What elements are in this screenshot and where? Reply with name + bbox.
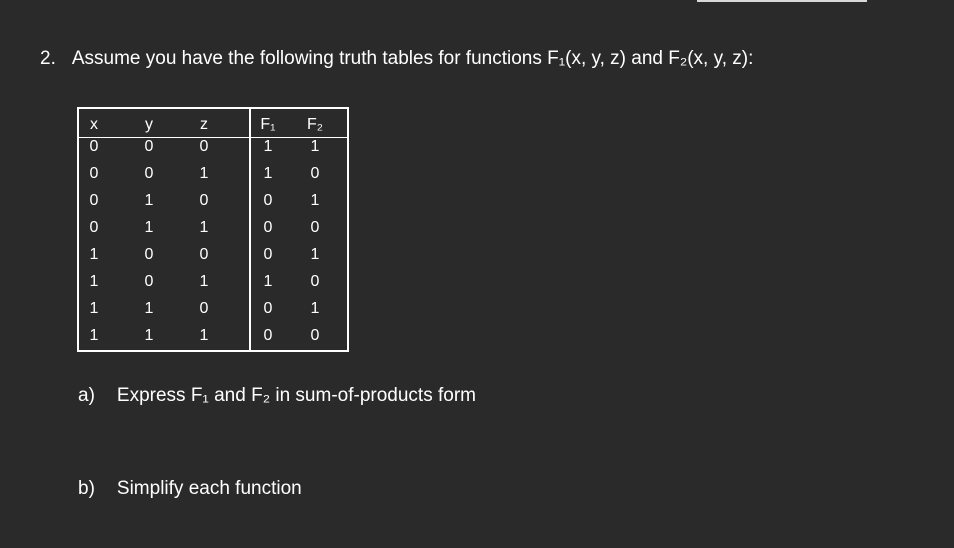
cell-row4-y: 0 xyxy=(144,246,154,263)
cell-row7-x: 1 xyxy=(89,327,99,344)
top-rule xyxy=(697,0,867,2)
cell-row4-x: 1 xyxy=(89,246,99,263)
header-f1: F₁ xyxy=(260,116,276,133)
cell-row2-y: 1 xyxy=(144,192,154,209)
cell-row6-x: 1 xyxy=(89,300,99,317)
question-number: 2. xyxy=(40,48,56,69)
part-b-text: Simplify each function xyxy=(116,478,302,499)
cell-row1-x: 0 xyxy=(89,165,99,182)
cell-row0-z: 0 xyxy=(199,138,209,155)
cell-row5-y: 0 xyxy=(144,273,154,290)
cell-row6-f1: 0 xyxy=(263,300,273,317)
cell-row5-x: 1 xyxy=(89,273,99,290)
cell-row0-x: 0 xyxy=(89,138,99,155)
cell-row0-f1: 1 xyxy=(263,138,273,155)
cell-row3-x: 0 xyxy=(89,219,99,236)
cell-row2-x: 0 xyxy=(89,192,99,209)
part-a xyxy=(78,385,476,407)
cell-row4-f2: 1 xyxy=(310,246,320,263)
cell-row6-f2: 1 xyxy=(310,300,320,317)
cell-row1-f2: 0 xyxy=(310,165,320,182)
question-text: Assume you have the following truth tables for functions F₁(x, y, z) and F₂(x, y, z): xyxy=(71,48,754,69)
part-b xyxy=(78,478,302,500)
cell-row2-f1: 0 xyxy=(263,192,273,209)
header-f2: F₂ xyxy=(307,116,323,133)
cell-row7-f1: 0 xyxy=(263,327,273,344)
cell-row4-z: 0 xyxy=(199,246,209,263)
cell-row7-y: 1 xyxy=(144,327,154,344)
cell-row3-y: 1 xyxy=(144,219,154,236)
cell-row2-z: 0 xyxy=(199,192,209,209)
question-heading xyxy=(40,48,753,70)
cell-row1-z: 1 xyxy=(199,165,209,182)
cell-row0-y: 0 xyxy=(144,138,154,155)
cell-row7-z: 1 xyxy=(199,327,209,344)
part-b-letter: b) xyxy=(78,478,95,499)
cell-row6-z: 0 xyxy=(199,300,209,317)
cell-row5-z: 1 xyxy=(199,273,209,290)
part-a-text: Express F₁ and F₂ in sum-of-products form xyxy=(116,385,476,406)
cell-row1-f1: 1 xyxy=(263,165,273,182)
cell-row3-z: 1 xyxy=(199,219,209,236)
cell-row0-f2: 1 xyxy=(310,138,320,155)
cell-row3-f2: 0 xyxy=(310,219,320,236)
header-x: x xyxy=(90,116,98,133)
truth-table xyxy=(77,107,349,352)
cell-row1-y: 0 xyxy=(144,165,154,182)
header-z: z xyxy=(200,116,208,133)
cell-row4-f1: 0 xyxy=(263,246,273,263)
cell-row5-f2: 0 xyxy=(310,273,320,290)
cell-row3-f1: 0 xyxy=(263,219,273,236)
header-y: y xyxy=(145,116,153,133)
cell-row6-y: 1 xyxy=(144,300,154,317)
cell-row7-f2: 0 xyxy=(310,327,320,344)
cell-row5-f1: 1 xyxy=(263,273,273,290)
part-a-letter: a) xyxy=(78,385,95,406)
cell-row2-f2: 1 xyxy=(310,192,320,209)
